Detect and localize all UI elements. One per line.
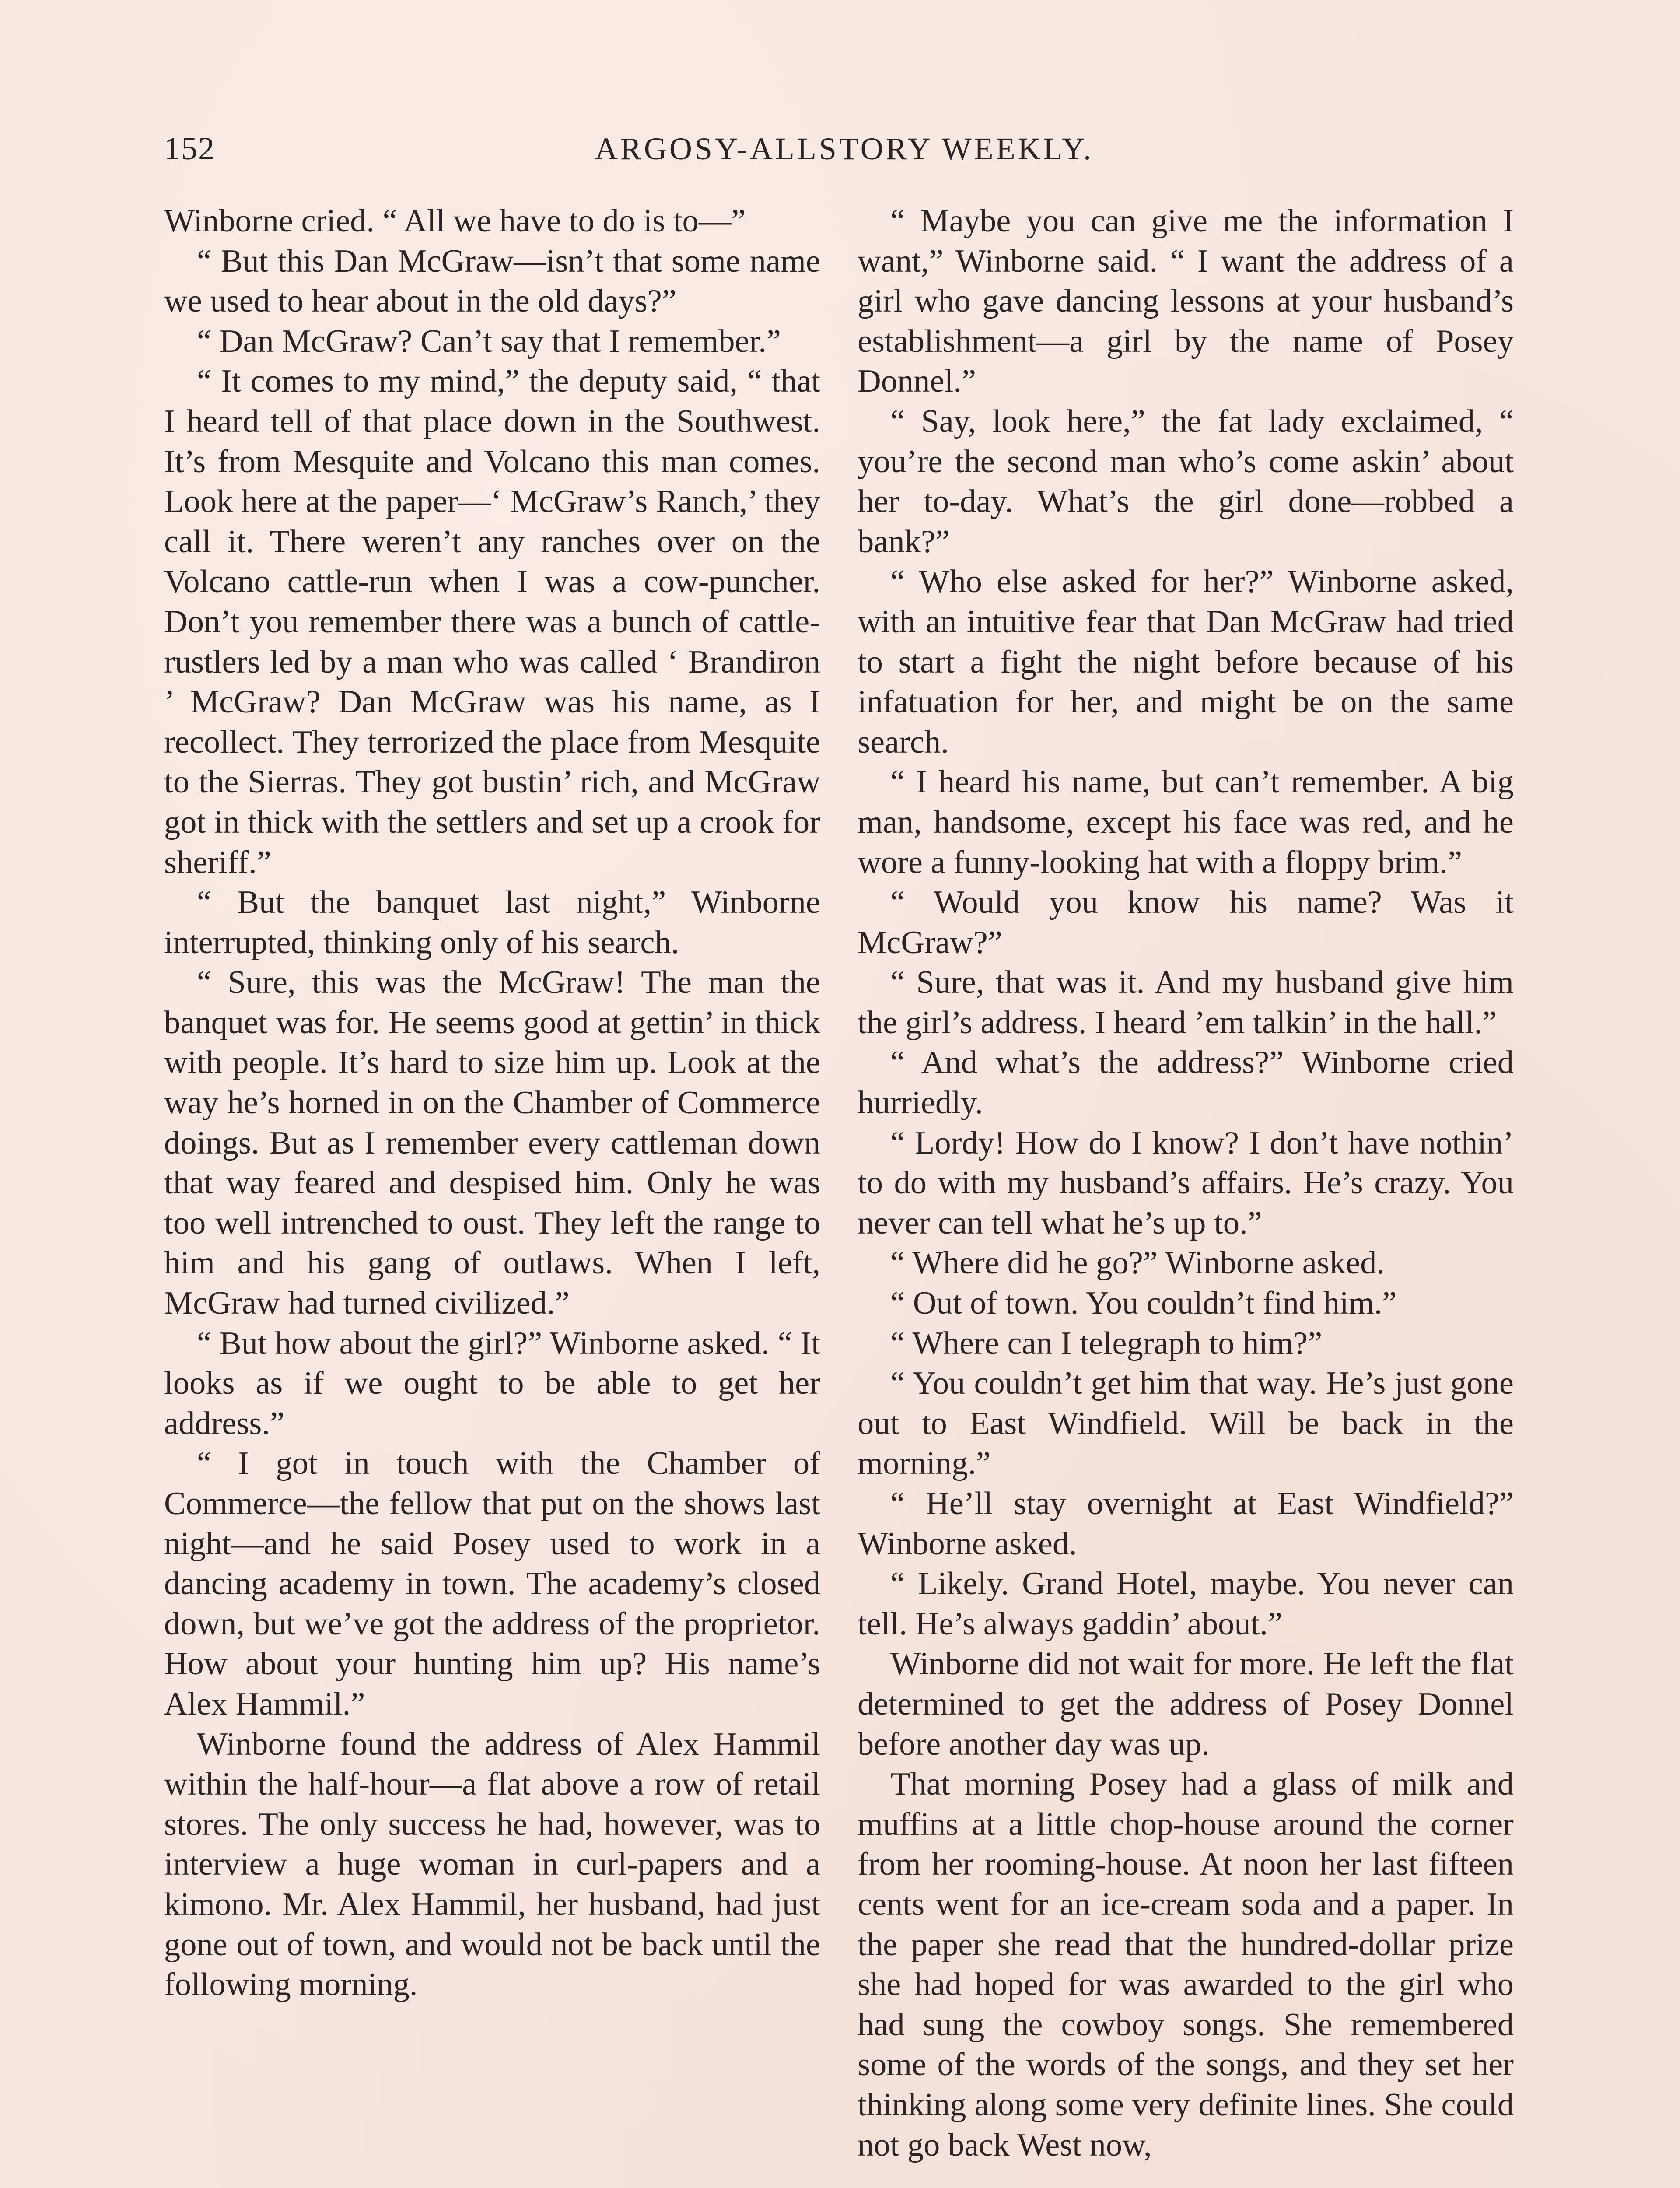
paragraph: “ He’ll stay overnight at East Windfield?” Winborne asked. bbox=[858, 1486, 1514, 1562]
running-head: ARGOSY-ALLSTORY WEEKLY. bbox=[595, 131, 1094, 166]
paragraph: “ Sure, that was it. And my husband give him the girl’s address. I heard ’em talkin’ in the hall.” bbox=[858, 964, 1514, 1041]
paragraph: “ Say, look here,” the fat lady exclaimed, “ you’re the second man who’s come askin’ about her to-day. What’s the girl done—robbed a bank?” bbox=[858, 403, 1514, 560]
paragraph: “ Maybe you can give me the information I want,” Winborne said. “ I want the address of a girl who gave dancing lessons at your husband’s establishment—a girl by the name of Posey Donnel.” bbox=[858, 203, 1514, 400]
paragraph: “ Lordy! How do I know? I don’t have nothin’ to do with my husband’s affairs. He’s crazy. You never can tell what he’s up to.” bbox=[858, 1125, 1514, 1241]
paragraph: Winborne found the address of Alex Hammil within the half-hour—a flat above a row of retail stores. The only success he had, however, was to interview a huge woman in curl-papers and a kimono. Mr. Alex Hammil, her husband, had just gone out of town, and would not be back until the following morning. bbox=[164, 1726, 820, 2003]
paragraph: “ But this Dan McGraw—isn’t that some name we used to hear about in the old days?” bbox=[164, 243, 820, 319]
paragraph: “ It comes to my mind,” the deputy said, “ that I heard tell of that place down in the Southwest. It’s from Mesquite and Volcano this man comes. Look here at the paper—‘ McGraw’s Ranch,’ they call it. There weren’t any ranches over on the Volcano cattle-run when I was a cow-puncher. Don’t you remember there was a bunch of cattle-rustlers led by a man who was called ‘ Brandiron ’ McGraw? Dan McGraw was his name, as I recollect. They terrorized the place from Mesquite to the Sierras. They got bustin’ rich, and McGraw got in thick with the settlers and set up a crook for sheriff.” bbox=[164, 363, 820, 880]
paragraph: “ Where can I telegraph to him?” bbox=[890, 1325, 1323, 1361]
paragraph: “ But the banquet last night,” Winborne interrupted, thinking only of his search. bbox=[164, 884, 820, 961]
paragraph: “ I heard his name, but can’t remember. A big man, handsome, except his face was red, and he wore a funny-looking hat with a floppy brim.” bbox=[858, 764, 1514, 880]
paragraph: “ Dan McGraw? Can’t say that I remember.” bbox=[197, 323, 781, 359]
paragraph: “ But how about the girl?” Winborne asked. “ It looks as if we ought to be able to get her address.” bbox=[164, 1325, 820, 1441]
paragraph: “ Likely. Grand Hotel, maybe. You never can tell. He’s always gaddin’ about.” bbox=[858, 1566, 1514, 1642]
paragraph: “ And what’s the address?” Winborne cried hurriedly. bbox=[858, 1045, 1514, 1121]
page-header bbox=[164, 127, 1525, 179]
page-number: 152 bbox=[164, 131, 215, 167]
paragraph: That morning Posey had a glass of milk and muffins at a little chop-house around the corner from her rooming-house. At noon her last fifteen cents went for an ice-cream soda and a paper. In the paper she read that the hundred-dollar prize she had hoped for was awarded to the girl who had sung the cowboy songs. She remembered some of the words of the songs, and they set her thinking along some very definite lines. She could not go back West now, bbox=[858, 1766, 1514, 2163]
paragraph: “ Out of town. You couldn’t find him.” bbox=[890, 1285, 1397, 1322]
left-column bbox=[164, 201, 820, 2005]
paragraph: “ Sure, this was the McGraw! The man the banquet was for. He seems good at gettin’ in thick with people. It’s hard to size him up. Look at the way he’s horned in on the Chamber of Commerce doings. But as I remember every cattleman down that way feared and despised him. Only he was too well intrenched to oust. They left the range to him and his gang of outlaws. When I left, McGraw had turned civilized.” bbox=[164, 964, 820, 1322]
paragraph: “ Would you know his name? Was it McGraw?” bbox=[858, 884, 1514, 961]
paragraph: “ You couldn’t get him that way. He’s just gone out to East Windfield. Will be back in the morning.” bbox=[858, 1365, 1514, 1482]
paragraph: Winborne cried. “ All we have to do is to—” bbox=[164, 203, 746, 239]
paragraph: Winborne did not wait for more. He left the flat determined to get the address of Posey Donnel before another day was up. bbox=[858, 1646, 1514, 1762]
paragraph: “ Where did he go?” Winborne asked. bbox=[890, 1245, 1385, 1281]
paragraph: “ Who else asked for her?” Winborne asked, with an intuitive fear that Dan McGraw had tried to start a fight the night before because of his infatuation for her, and might be on the same search. bbox=[858, 564, 1514, 760]
right-column bbox=[858, 201, 1514, 2165]
paragraph: “ I got in touch with the Chamber of Commerce—the fellow that put on the shows last night—and he said Posey used to work in a dancing academy in town. The academy’s closed down, but we’ve got the address of the proprietor. How about your hunting him up? His name’s Alex Hammil.” bbox=[164, 1445, 820, 1722]
